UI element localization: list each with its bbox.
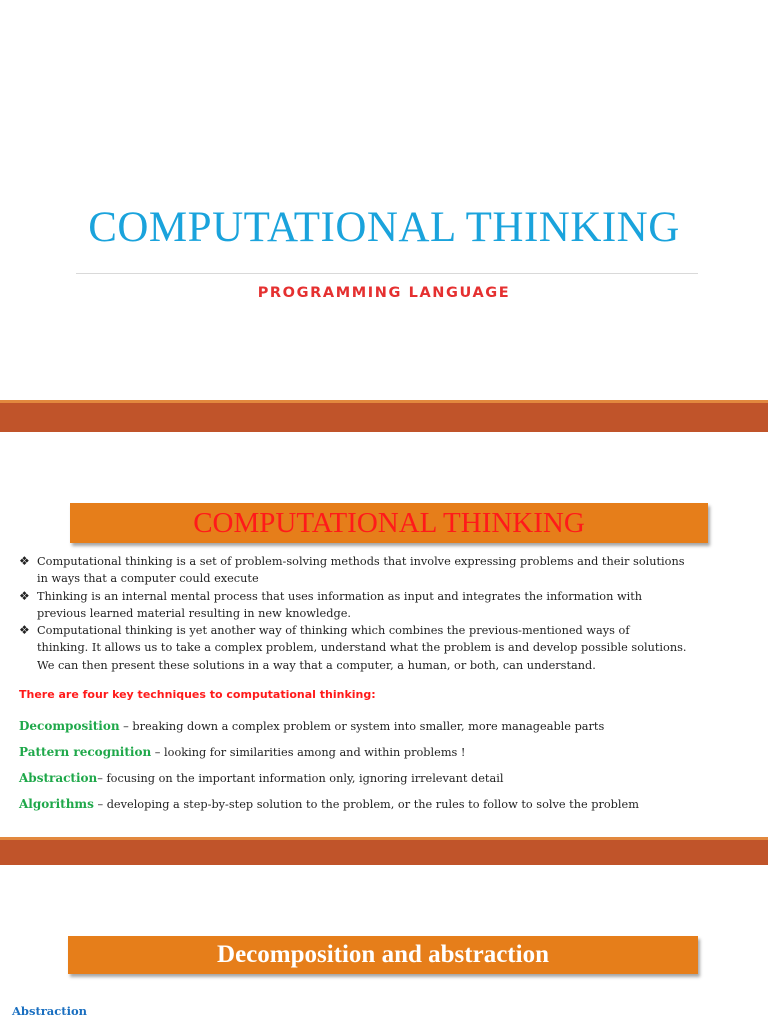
bullet-item [19,622,764,674]
bullet-text-line: Computational thinking is a set of problem-solving methods that involve expressing problems and their solutions [37,555,685,568]
title-slide [0,0,768,400]
technique-description: – focusing on the important information only, ignoring irrelevant detail [97,772,504,785]
bullet-text-line: Computational thinking is yet another way of thinking which combines the previous-mentioned ways of [37,624,630,638]
diamond-bullet-icon: ❖ [19,623,30,638]
technique-term: Pattern recognition [19,745,152,759]
bullet-text-line: We can then present these solutions in a way that a computer, a human, or both, can understand. [37,658,596,672]
bullet-text-line: Thinking is an internal mental process that uses information as input and integrates the information with [37,589,643,603]
technique-item [19,719,604,733]
technique-item [19,771,503,785]
technique-term: Decomposition [19,719,120,733]
bullet-text-line: in ways that a computer could execute [37,572,259,586]
bullet-text-line: thinking. It allows us to take a complex problem, understand what the problem is and develop possible solutions. [37,641,687,655]
content-slide [0,432,768,837]
slide-separator [0,400,768,432]
section-banner: COMPUTATIONAL THINKING [70,503,708,543]
technique-term: Algorithms [19,797,94,811]
bullet-text-line: previous learned material resulting in new knowledge. [37,606,351,620]
slide-separator [0,837,768,865]
technique-term: Abstraction [19,771,98,785]
technique-description: – looking for similarities among and within problems ! [151,746,466,759]
bullet-list [19,553,764,674]
diamond-bullet-icon: ❖ [19,554,30,568]
slide-title: COMPUTATIONAL THINKING [88,204,680,251]
technique-description: – developing a step-by-step solution to the problem, or the rules to follow to solve the problem [93,798,639,811]
technique-item [19,797,639,811]
bullet-item [19,553,764,588]
slide-subtitle: PROGRAMMING LANGUAGE [257,285,511,301]
techniques-heading: There are four key techniques to computational thinking: [19,688,376,701]
technique-item [19,745,465,759]
section-label: Abstraction [12,1004,87,1018]
truncated-text-line [12,1018,752,1024]
title-divider-line [76,273,698,274]
bullet-item [19,588,764,623]
section-banner: Decomposition and abstraction [68,936,698,974]
diamond-bullet-icon: ❖ [19,588,30,603]
technique-description: – breaking down a complex problem or system into smaller, more manageable parts [119,720,605,733]
content-slide [0,865,768,1024]
